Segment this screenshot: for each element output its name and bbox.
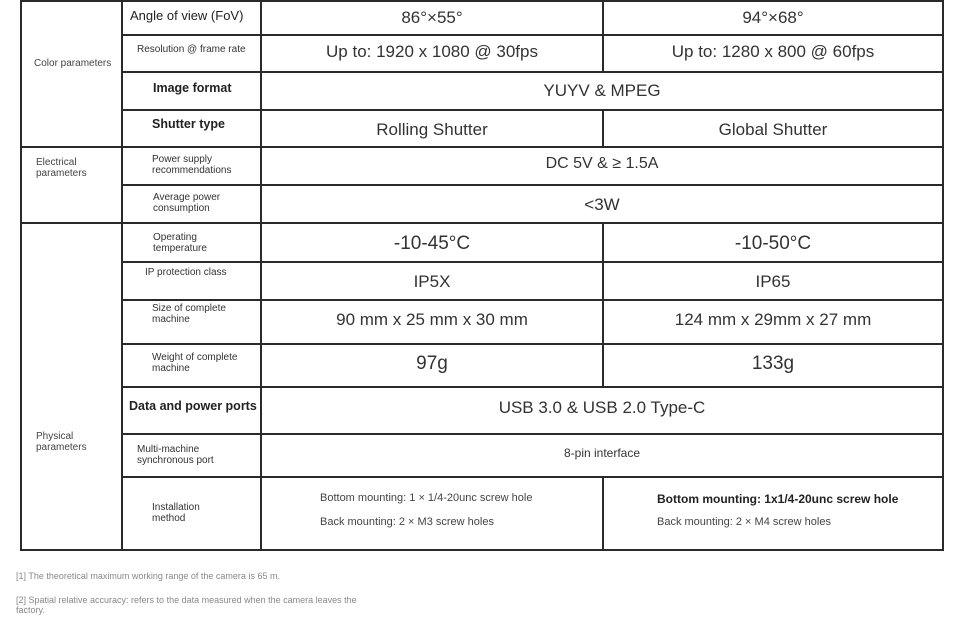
group-label-physical: Physical parameters xyxy=(36,431,87,453)
shutter-left-value: Rolling Shutter xyxy=(376,120,488,139)
shutter-right-value: Global Shutter xyxy=(718,120,828,139)
ip-class-right-value: IP65 xyxy=(755,272,791,291)
group-label-electrical: Electrical parameters xyxy=(36,157,87,179)
row-label-install: Installation method xyxy=(152,502,200,524)
row-divider xyxy=(122,299,943,301)
op-temp-left-value: -10-45°C xyxy=(393,233,471,254)
table-left-border xyxy=(20,0,22,551)
weight-right-value: 133g xyxy=(751,353,795,374)
row-divider xyxy=(122,109,943,111)
install-left-bottom: Bottom mounting: 1 × 1/4-20unc screw hole xyxy=(320,492,533,504)
image-format-value: YUYV & MPEG xyxy=(543,81,661,100)
row-divider xyxy=(122,343,943,345)
split-divider xyxy=(602,476,604,551)
size-left-value: 90 mm x 25 mm x 30 mm xyxy=(336,310,528,329)
avg-power-value: <3W xyxy=(584,195,620,214)
row-divider xyxy=(122,261,943,263)
row-divider xyxy=(122,34,943,36)
table-bottom-border xyxy=(20,549,943,551)
group-label-color: Color parameters xyxy=(34,58,112,69)
ports-value: USB 3.0 & USB 2.0 Type-C xyxy=(498,398,706,417)
fov-left-value: 86°×55° xyxy=(401,8,463,27)
row-divider xyxy=(122,71,943,73)
install-right-back: Back mounting: 2 × M4 screw holes xyxy=(657,516,831,528)
install-right-bottom: Bottom mounting: 1x1/4-20unc screw hole xyxy=(657,492,899,506)
resolution-left-value: Up to: 1920 x 1080 @ 30fps xyxy=(326,42,538,61)
table-right-border xyxy=(942,0,944,551)
row-label-ports: Data and power ports xyxy=(129,399,257,413)
install-left-back: Back mounting: 2 × M3 screw holes xyxy=(320,516,494,528)
fov-right-value: 94°×68° xyxy=(742,8,804,27)
row-divider xyxy=(122,184,943,186)
row-label-size: Size of complete machine xyxy=(152,303,226,325)
row-label-ip-class: IP protection class xyxy=(145,267,227,278)
power-supply-value: DC 5V & ≥ 1.5A xyxy=(545,155,659,172)
row-label-resolution: Resolution @ frame rate xyxy=(137,44,246,55)
ip-class-left-value: IP5X xyxy=(413,272,451,291)
footnote-1: [1] The theoretical maximum working range of the camera is 65 m. xyxy=(16,571,280,581)
weight-left-value: 97g xyxy=(416,353,448,374)
op-temp-right-value: -10-50°C xyxy=(734,233,812,254)
group-divider xyxy=(20,222,943,224)
resolution-right-value: Up to: 1280 x 800 @ 60fps xyxy=(671,42,875,61)
row-label-image-format: Image format xyxy=(153,81,232,95)
label-column-divider xyxy=(121,0,123,551)
table-top-border xyxy=(20,0,943,2)
group-divider xyxy=(20,146,943,148)
row-label-op-temp: Operating temperature xyxy=(153,232,207,254)
row-label-power-supply: Power supply recommendations xyxy=(152,154,232,176)
row-label-weight: Weight of complete machine xyxy=(152,352,238,374)
row-label-fov: Angle of view (FoV) xyxy=(130,8,244,23)
footnote-2: [2] Spatial relative accuracy: refers to the data measured when the camera leaves the factory. xyxy=(16,595,357,615)
row-divider xyxy=(122,386,943,388)
row-divider xyxy=(122,433,943,435)
row-label-avg-power: Average power consumption xyxy=(153,192,221,214)
row-label-shutter: Shutter type xyxy=(152,117,225,131)
sync-port-value: 8-pin interface xyxy=(563,446,641,460)
row-label-sync-port: Multi-machine synchronous port xyxy=(137,444,214,466)
row-divider xyxy=(122,476,943,478)
size-right-value: 124 mm x 29mm x 27 mm xyxy=(674,310,872,329)
